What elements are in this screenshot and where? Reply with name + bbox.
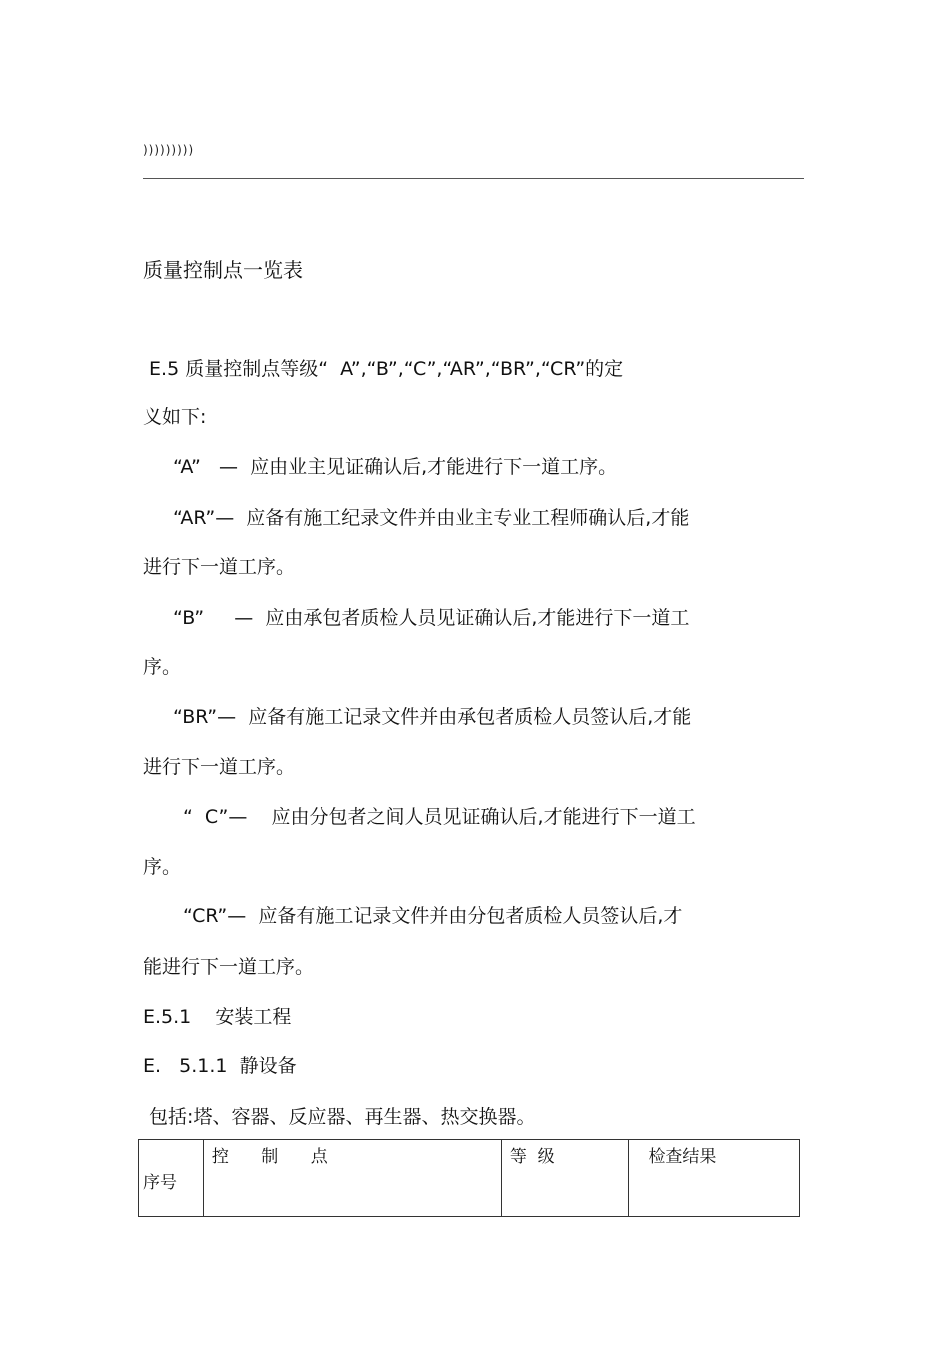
quality-control-table xyxy=(138,1139,800,1217)
definition-cr-cont: 能进行下一道工序。 xyxy=(143,956,315,978)
definition-c: “ C”— 应由分包者之间人员见证确认后,才能进行下一道工 xyxy=(183,806,696,828)
header-cell-index xyxy=(139,1140,204,1217)
header-result-label: 检查结果 xyxy=(648,1147,717,1167)
header-cell-grade xyxy=(501,1140,629,1217)
definition-ar-cont: 进行下一道工序。 xyxy=(143,556,296,578)
paragraph-line-2: 义如下: xyxy=(143,406,207,428)
section-heading-e51: E.5.1 安装工程 xyxy=(143,1006,292,1028)
definition-b: “B” — 应由承包者质检人员见证确认后,才能进行下一道工 xyxy=(173,607,690,629)
definition-ar: “AR”— 应备有施工纪录文件并由业主专业工程师确认后,才能 xyxy=(173,507,690,529)
definition-c-cont: 序。 xyxy=(143,856,182,878)
header-mark: ))))))))) xyxy=(143,143,195,157)
header-grade-label: 等 级 xyxy=(509,1147,555,1167)
header-control-point-label: 控 制 点 xyxy=(211,1147,328,1167)
definition-cr: “CR”— 应备有施工记录文件并由分包者质检人员签认后,才 xyxy=(183,905,683,927)
definition-br-cont: 进行下一道工序。 xyxy=(143,756,296,778)
table-header-row xyxy=(139,1140,800,1217)
definition-br: “BR”— 应备有施工记录文件并由承包者质检人员签认后,才能 xyxy=(173,706,692,728)
paragraph-line-1: E.5 质量控制点等级“ A”,“B”,“C”,“AR”,“BR”,“CR”的定 xyxy=(143,358,624,380)
section-heading-e511: E. 5.1.1 静设备 xyxy=(143,1055,297,1077)
header-index-label: 序号 xyxy=(143,1173,177,1193)
header-cell-result xyxy=(629,1140,800,1217)
page-title: 质量控制点一览表 xyxy=(143,258,303,282)
definition-b-cont: 序。 xyxy=(143,656,182,678)
scope-line: 包括:塔、容器、反应器、再生器、热交换器。 xyxy=(143,1106,536,1128)
header-cell-control-point xyxy=(203,1140,501,1217)
header-rule xyxy=(143,178,804,179)
definition-a: “A” — 应由业主见证确认后,才能进行下一道工序。 xyxy=(173,456,618,478)
